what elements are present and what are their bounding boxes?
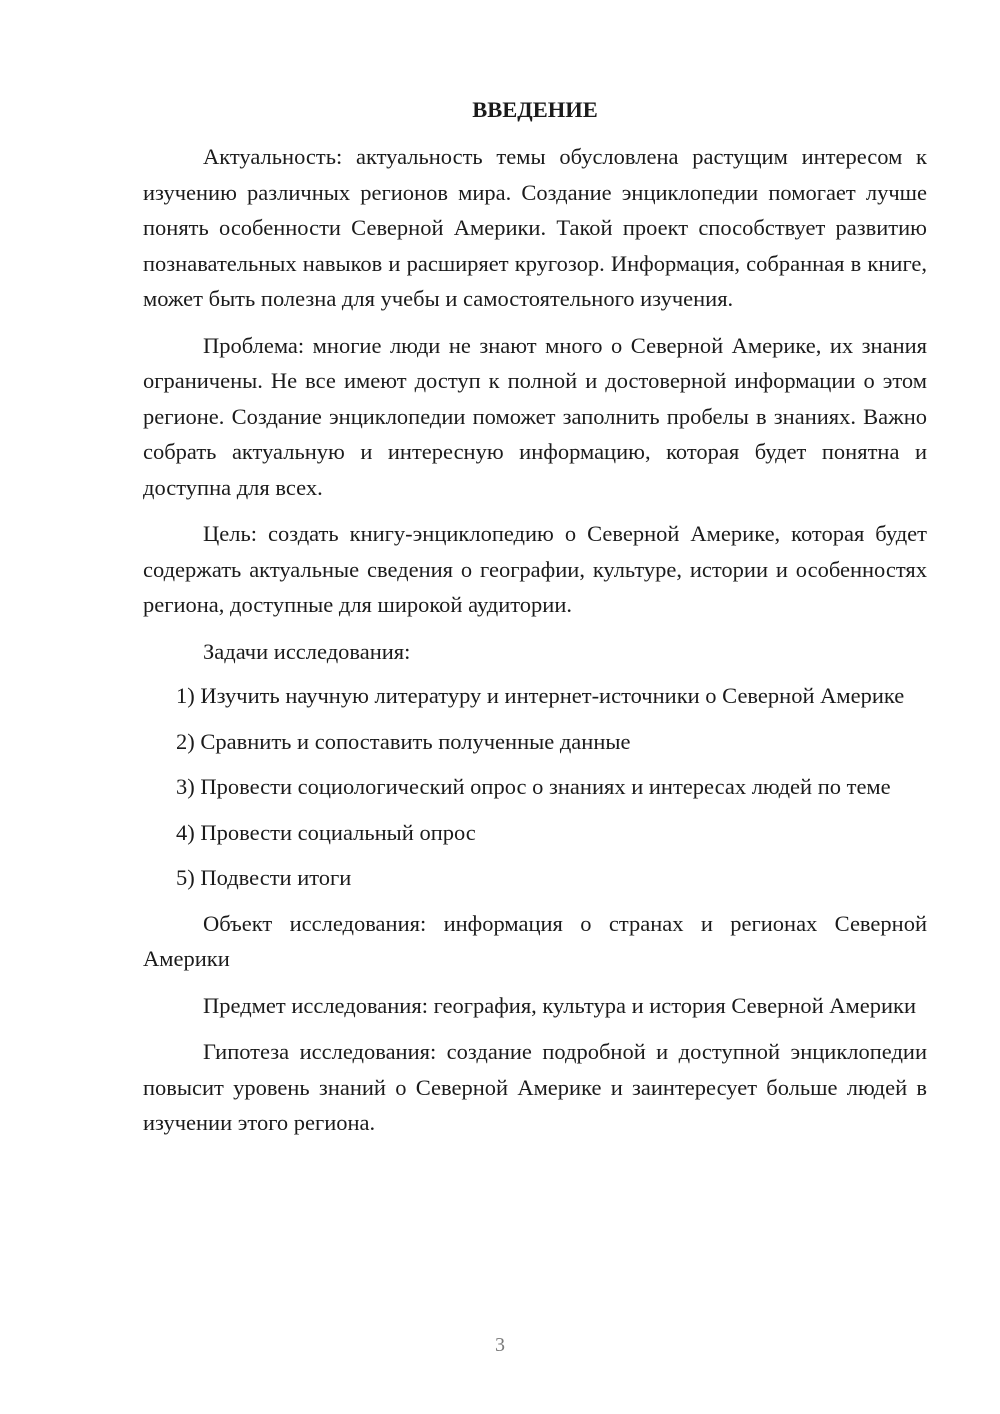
object-paragraph: Объект исследования: информация о странах и регионах Северной Америки — [143, 910, 927, 971]
subject-paragraph: Предмет исследования: география, культура и история Северной Америки — [203, 992, 917, 1018]
goal-paragraph: Цель: создать книгу-энциклопедию о Северной Америке, которая будет содержать актуальные сведения о географии, культуре, истории и особенностях региона, доступные для широкой аудитории. — [143, 521, 927, 617]
document-page — [143, 93, 927, 1152]
tasks-heading: Задачи исследования: — [203, 638, 411, 664]
hypothesis-paragraph: Гипотеза исследования: создание подробной и доступной энциклопедии повысит уровень знаний о Северной Америке и заинтересует больше людей в изучении этого региона. — [143, 1039, 927, 1135]
list-item: 4) Провести социальный опрос — [176, 819, 476, 845]
list-item: 2) Сравнить и сопоставить полученные данные — [176, 728, 631, 754]
list-item: 1) Изучить научную литературу и интернет-источники о Северной Америке — [176, 683, 905, 708]
section-title: ВВЕДЕНИЕ — [472, 97, 598, 122]
page-number: 3 — [495, 1334, 505, 1356]
list-item: 3) Провести социологический опрос о знаниях и интересах людей по теме — [176, 774, 891, 799]
relevance-paragraph: Актуальность: актуальность темы обусловлена растущим интересом к изучению различных регионов мира. Создание энциклопедии помогает лучше понять особенности Северной Америки. Такой проект способствует развитию познавательных навыков и расширяет кругозор. Информация, собранная в книге, может быть полезна для учебы и самостоятельного изучения. — [143, 144, 927, 311]
list-item: 5) Подвести итоги — [176, 865, 352, 890]
tasks-list — [143, 678, 927, 896]
problem-paragraph: Проблема: многие люди не знают много о Северной Америке, их знания ограничены. Не все имеют доступ к полной и достоверной информации о этом регионе. Создание энциклопедии поможет заполнить пробелы в знаниях. Важно собрать актуальную и интересную информацию, которая будет понятна и доступна для всех. — [143, 332, 927, 500]
